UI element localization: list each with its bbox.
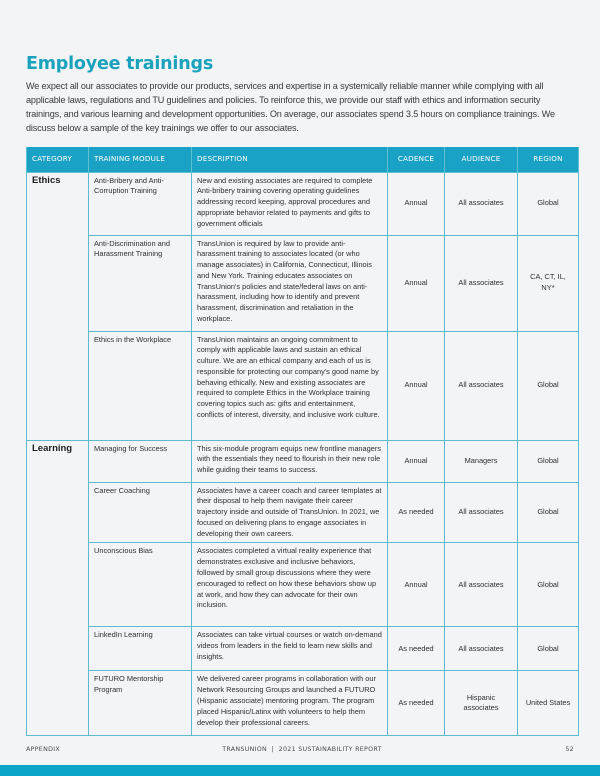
region-cell: Global bbox=[518, 627, 579, 671]
module-cell: Anti-Discrimination and Harassment Training bbox=[89, 235, 192, 331]
region-cell: Global bbox=[518, 172, 579, 235]
cadence-cell: Annual bbox=[388, 331, 445, 440]
category-cell-ethics: Ethics bbox=[27, 172, 89, 440]
table-row bbox=[27, 235, 579, 331]
cadence-cell: As needed bbox=[388, 482, 445, 543]
description-cell: We delivered career programs in collaboration with our Network Resourcing Groups and launched a FUTURO (Hispanic associate) mentoring program. The program placed Hispanic/Latinx with volunteers to help them develop their professional careers. bbox=[192, 671, 388, 736]
audience-cell: All associates bbox=[445, 172, 518, 235]
description-cell: TransUnion is required by law to provide anti-harassment training to associates located (or who manage associates) in California, Connecticut, Illinois and New York. Training educates associates on TransUnion's policies and state/federal laws on anti-harassment, including how to identify and prevent harassment, discrimination and retaliation in the workplace. bbox=[192, 235, 388, 331]
description-cell: This six-module program equips new frontline managers with the essentials they need to flourish in their new role while guiding their teams to success. bbox=[192, 440, 388, 482]
audience-cell: Managers bbox=[445, 440, 518, 482]
table-row bbox=[27, 440, 579, 482]
cadence-cell: Annual bbox=[388, 172, 445, 235]
audience-cell: All associates bbox=[445, 627, 518, 671]
audience-cell: All associates bbox=[445, 543, 518, 627]
cadence-cell: As needed bbox=[388, 671, 445, 736]
footer-page-number: 52 bbox=[565, 746, 574, 753]
table-row bbox=[27, 331, 579, 440]
intro-text: We expect all our associates to provide our products, services and expertise in a systemically reliable manner while complying with all applicable laws, regulations and TU guidelines and policies. To reinforce this, we provide our staff with ethics and information security trainings, and various learning and development opportunities. On average, our associates spend 3.5 hours on compliance trainings. We discuss below a sample of the key trainings we offer to our associates. bbox=[26, 81, 555, 133]
description-cell: New and existing associates are required to complete Anti-bribery training covering operating guidelines addressing record keeping, approval procedures and appropriate behavior related to payments and gifts to government officials bbox=[192, 172, 388, 235]
table-row bbox=[27, 627, 579, 671]
cadence-cell: Annual bbox=[388, 440, 445, 482]
table-row bbox=[27, 671, 579, 736]
module-cell: FUTURO Mentorship Program bbox=[89, 671, 192, 736]
description-cell: Associates completed a virtual reality experience that demonstrates exclusive and inclusive behaviors, followed by small group discussions where they were encouraged to reflect on how these behaviors show up at work, and how they can advocate for their own inclusion. bbox=[192, 543, 388, 627]
audience-cell: All associates bbox=[445, 331, 518, 440]
region-cell: Global bbox=[518, 482, 579, 543]
footer-section-label: APPENDIX bbox=[26, 746, 61, 753]
cadence-cell: As needed bbox=[388, 627, 445, 671]
header-description: DESCRIPTION bbox=[192, 147, 388, 172]
header-cadence: CADENCE bbox=[388, 147, 445, 172]
table-row bbox=[27, 543, 579, 627]
intro-paragraph bbox=[26, 80, 571, 136]
audience-cell: All associates bbox=[445, 482, 518, 543]
table-row bbox=[27, 482, 579, 543]
trainings-table bbox=[26, 147, 579, 736]
module-cell: Ethics in the Workplace bbox=[89, 331, 192, 440]
audience-cell: Hispanic associates bbox=[445, 671, 518, 736]
footer-report-title: TRANSUNION | 2021 SUSTAINABILITY REPORT bbox=[222, 746, 382, 753]
header-region: REGION bbox=[518, 147, 579, 172]
module-cell: Anti-Bribery and Anti-Corruption Training bbox=[89, 172, 192, 235]
category-cell-learning: Learning bbox=[27, 440, 89, 736]
table-row bbox=[27, 172, 579, 235]
module-cell: Unconscious Bias bbox=[89, 543, 192, 627]
header-audience: AUDIENCE bbox=[445, 147, 518, 172]
cadence-cell: Annual bbox=[388, 235, 445, 331]
region-cell: United States bbox=[518, 671, 579, 736]
description-cell: Associates can take virtual courses or watch on-demand videos from leaders in the field to learn new skills and insights. bbox=[192, 627, 388, 671]
description-cell: Associates have a career coach and career templates at their disposal to help them navigate their career trajectory inside and outside of TransUnion. In 2021, we focused on delivering plans to engage associates in developing their own careers. bbox=[192, 482, 388, 543]
region-cell: Global bbox=[518, 543, 579, 627]
page-title: Employee trainings bbox=[26, 54, 214, 74]
cadence-cell: Annual bbox=[388, 543, 445, 627]
region-cell: Global bbox=[518, 331, 579, 440]
module-cell: Career Coaching bbox=[89, 482, 192, 543]
header-category: CATEGORY bbox=[27, 147, 89, 172]
audience-cell: All associates bbox=[445, 235, 518, 331]
region-cell: Global bbox=[518, 440, 579, 482]
table-header-row bbox=[27, 147, 579, 172]
module-cell: Managing for Success bbox=[89, 440, 192, 482]
bottom-accent-bar bbox=[0, 765, 600, 776]
description-cell: TransUnion maintains an ongoing commitment to comply with applicable laws and sustain an ethical culture. We are an ethical company and each of us is responsible for protecting our company's good name by behaving ethically. New and existing associates are required to complete Ethics in the Workplace training covering topics such as: gifts and entertainment, conflicts of interest, diversity, and inclusive work culture. bbox=[192, 331, 388, 440]
region-cell: CA, CT, IL, NY* bbox=[518, 235, 579, 331]
module-cell: LinkedIn Learning bbox=[89, 627, 192, 671]
header-training-module: TRAINING MODULE bbox=[89, 147, 192, 172]
